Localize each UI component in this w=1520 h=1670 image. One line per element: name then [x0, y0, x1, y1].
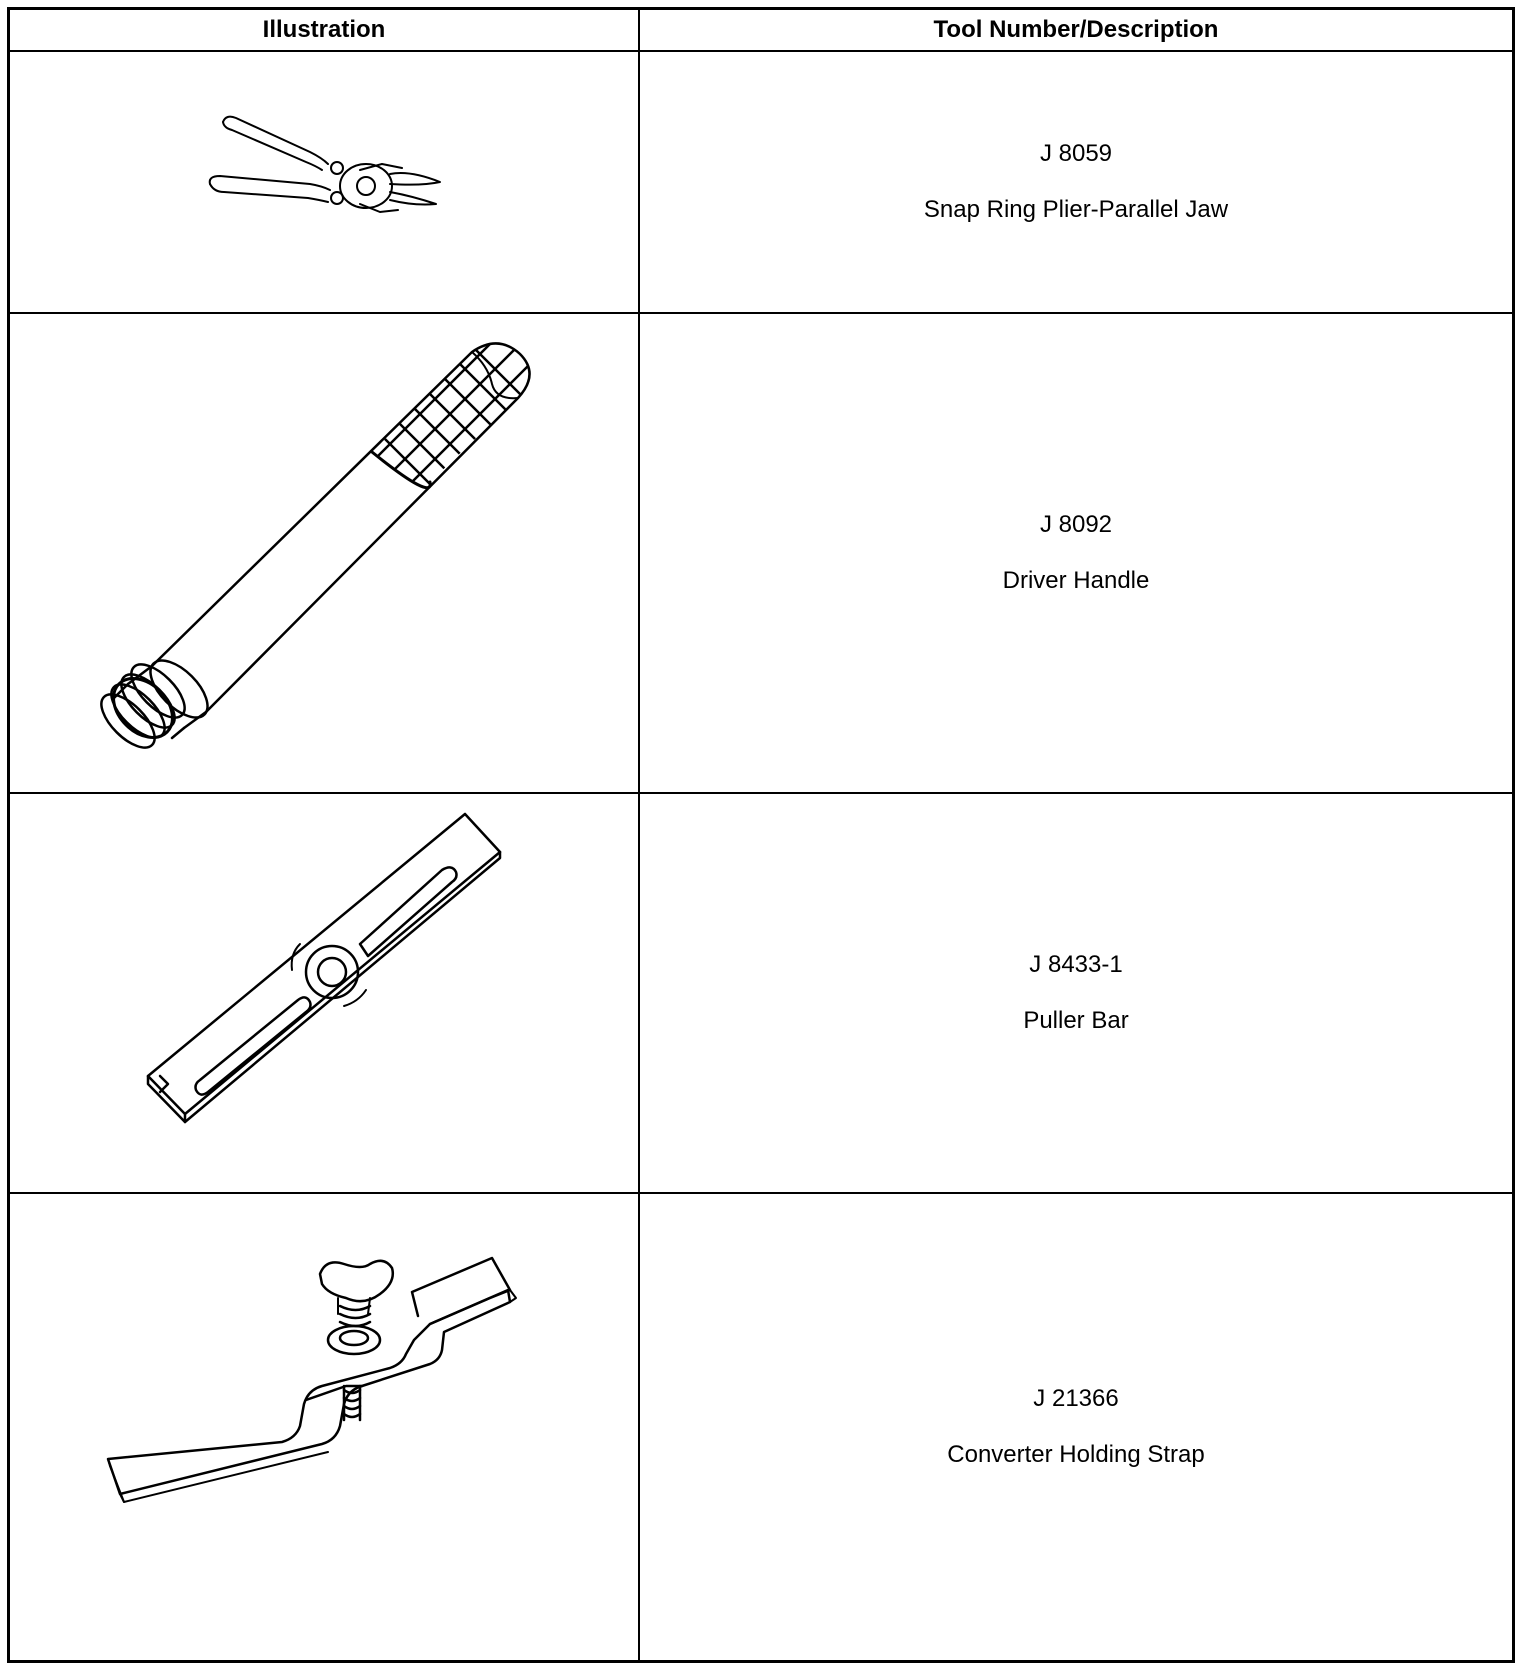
tool-description: Snap Ring Plier-Parallel Jaw	[923, 196, 1229, 223]
tool-table	[7, 7, 1515, 1663]
table-row	[10, 314, 1512, 794]
header-illustration: Illustration	[10, 10, 640, 50]
table-row	[10, 52, 1512, 314]
illustration-cell	[10, 794, 640, 1192]
tool-description: Driver Handle	[1002, 567, 1150, 594]
tool-number: J 8092	[1039, 511, 1113, 538]
illustration-cell	[10, 1194, 640, 1660]
snap-ring-plier-illustration	[10, 52, 640, 312]
description-cell	[640, 1194, 1512, 1660]
illustration-cell	[10, 52, 640, 312]
converter-holding-strap-illustration	[10, 1194, 640, 1660]
table-row	[10, 1194, 1512, 1660]
illustration-cell	[10, 314, 640, 792]
tool-number: J 8059	[1039, 140, 1113, 167]
puller-bar-illustration	[10, 794, 640, 1192]
tool-number: J 21366	[1033, 1385, 1119, 1412]
tool-description: Converter Holding Strap	[947, 1441, 1205, 1468]
tool-description: Puller Bar	[1023, 1007, 1129, 1034]
header-tool-description: Tool Number/Description	[933, 16, 1219, 43]
table-row	[10, 794, 1512, 1194]
description-cell	[640, 794, 1512, 1192]
driver-handle-illustration	[10, 314, 640, 792]
table-header-row	[10, 10, 1512, 52]
description-cell	[640, 314, 1512, 792]
description-cell	[640, 52, 1512, 312]
tool-number: J 8433-1	[1029, 951, 1123, 978]
